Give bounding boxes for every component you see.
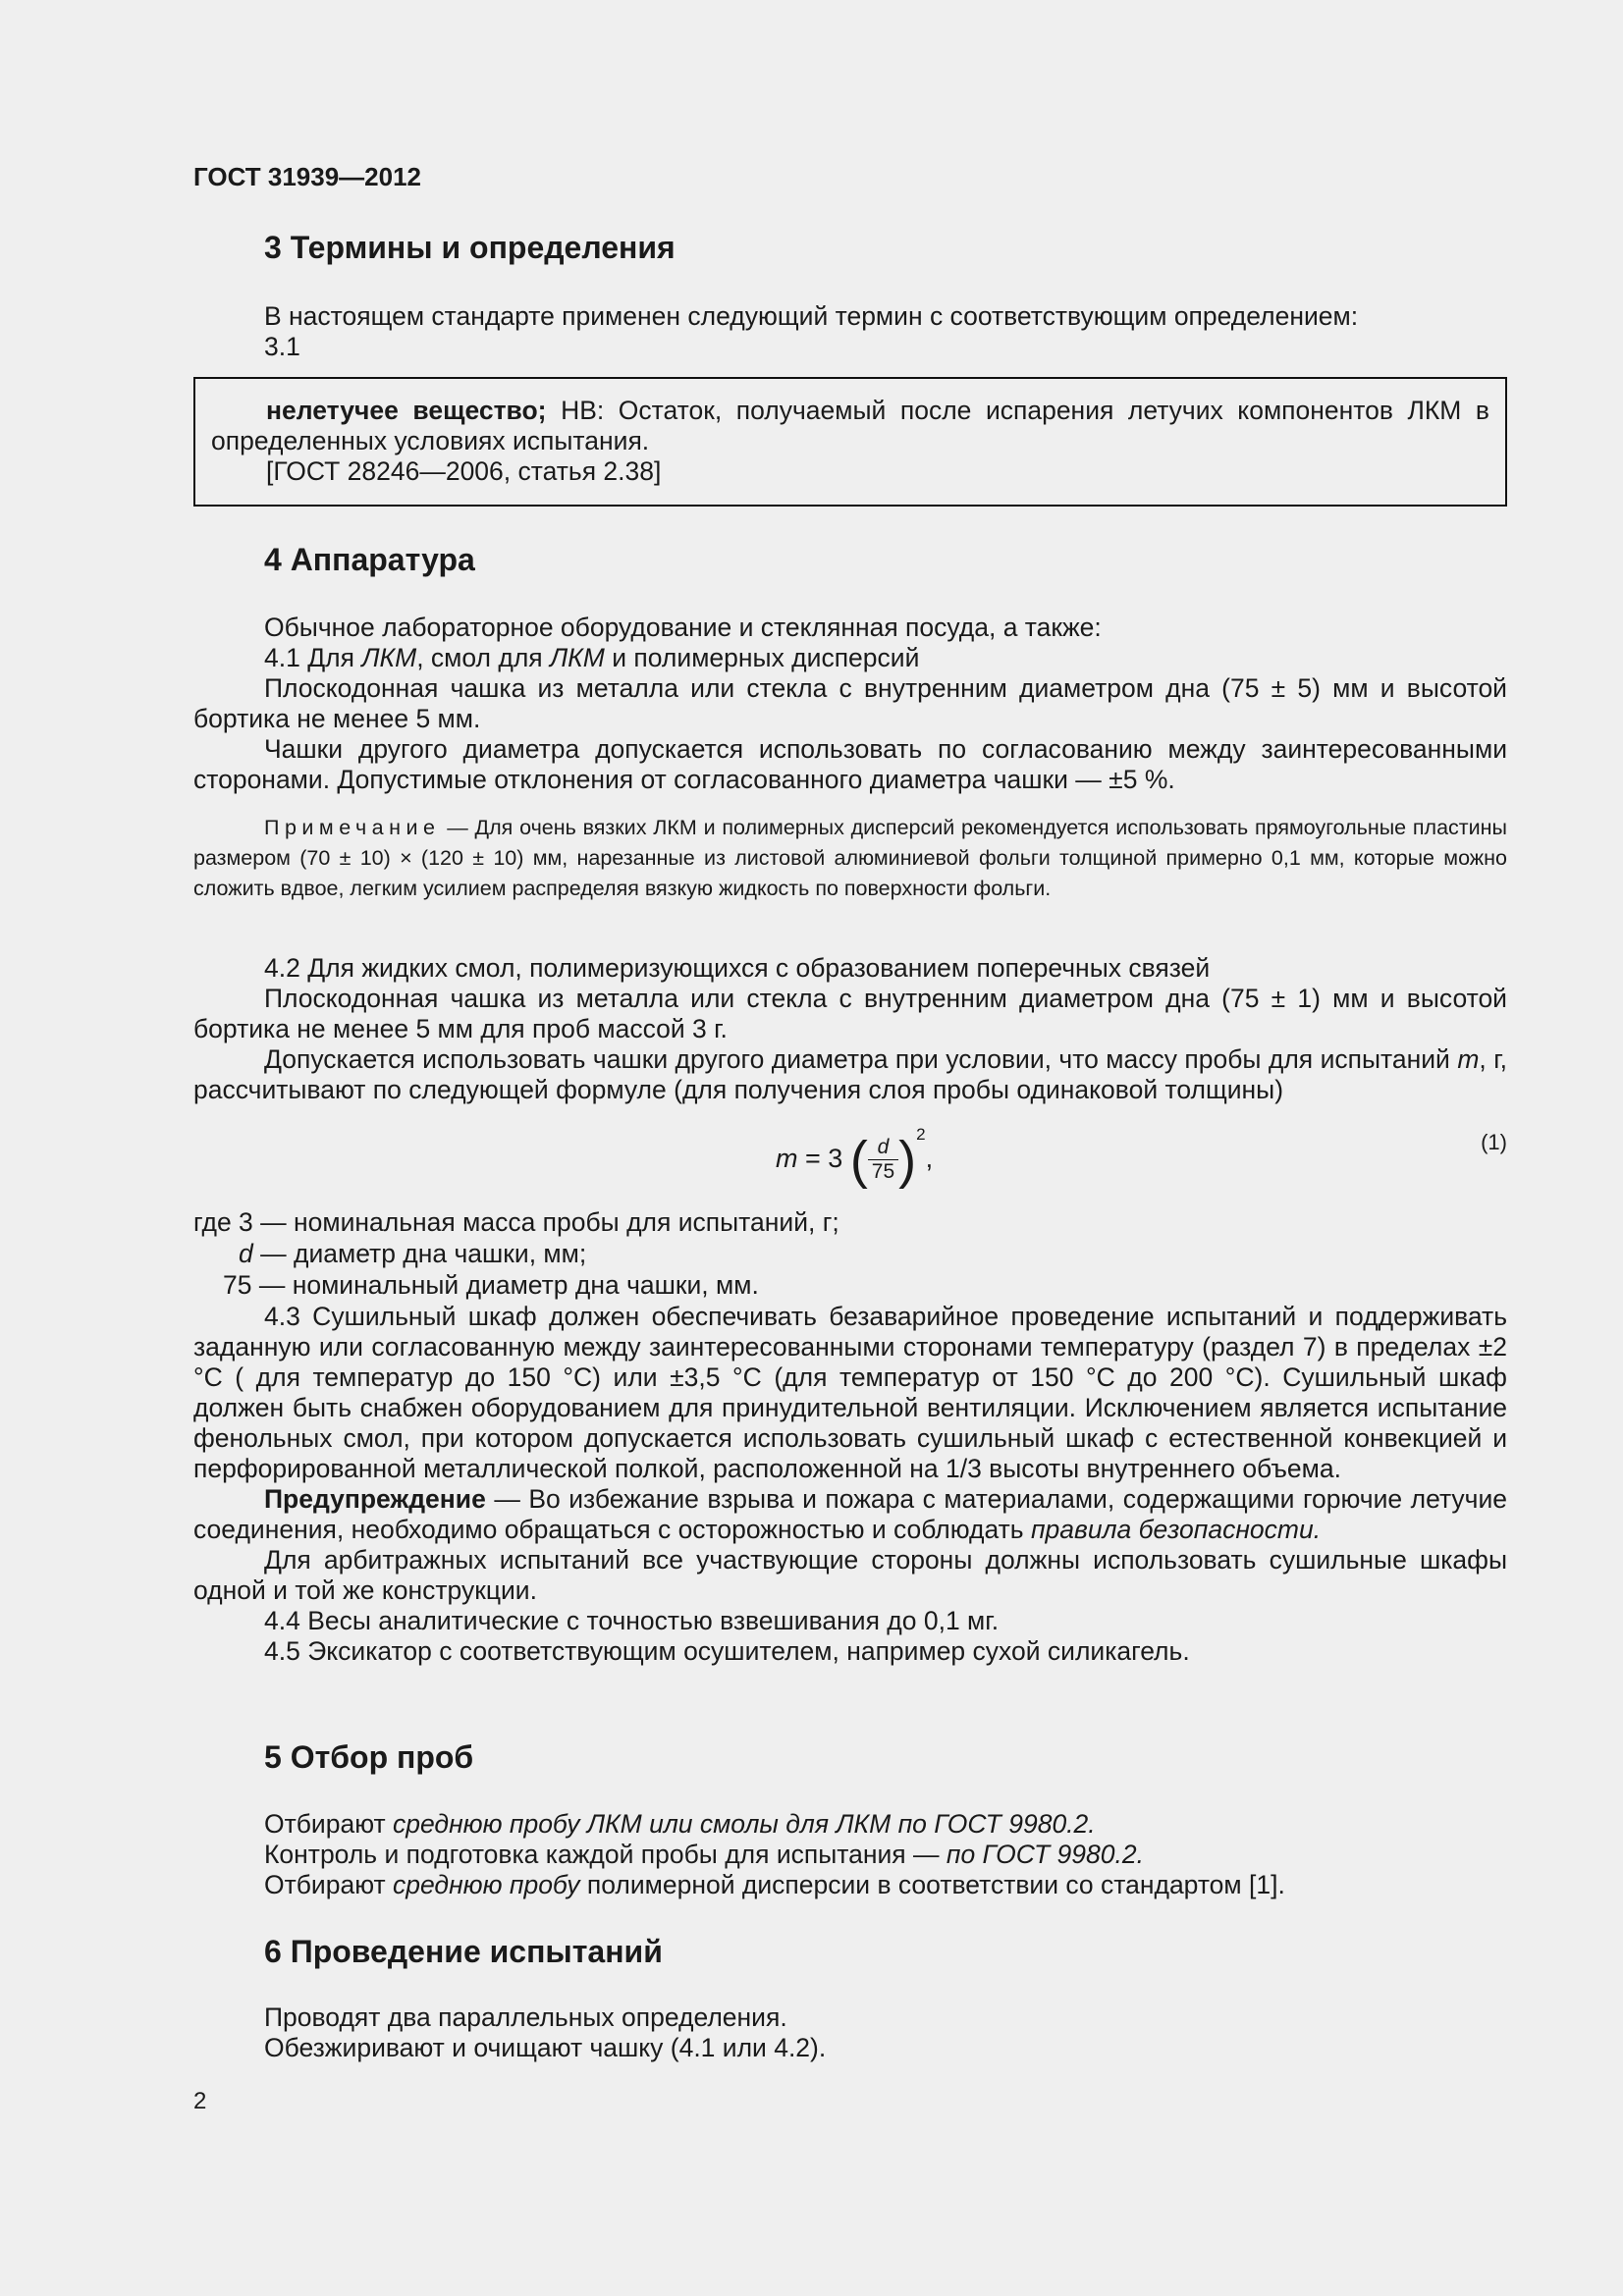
term-name: нелетучее вещество; xyxy=(266,396,547,425)
clause-4-1-text-1: Плоскодонная чашка из металла или стекла с внутренним диаметром дна (75 ± 5) мм и высотой бортика не менее 5 мм. xyxy=(193,673,1507,733)
clause-4-5: 4.5 Эксикатор с соответствующим осушителем, например сухой силикагель. xyxy=(264,1636,1190,1666)
section-6-title: 6 Проведение испытаний xyxy=(264,1934,663,1969)
section-6-body: Проводят два параллельных определения. Обезжиривают и очищают чашку (4.1 или 4.2). xyxy=(264,2002,827,2062)
arbitration-text: Для арбитражных испытаний все участвующие стороны должны использовать сушильные шкафы одной и той же конструкции. xyxy=(193,1545,1507,1605)
term-number: 3.1 xyxy=(264,332,300,361)
formula-label: (1) xyxy=(1481,1130,1507,1154)
page-number: 2 xyxy=(193,2088,207,2114)
section-3-intro xyxy=(193,301,1507,362)
clause-4-2-text-1: Плоскодонная чашка из металла или стекла с внутренним диаметром дна (75 ± 1) мм и высотой бортика не менее 5 мм для проб массой 3 г. xyxy=(193,984,1507,1043)
document-header: ГОСТ 31939—2012 xyxy=(193,162,421,191)
section-3-title: 3 Термины и определения xyxy=(264,230,676,265)
section-5-title: 5 Отбор проб xyxy=(264,1739,474,1775)
note xyxy=(193,813,1507,904)
intro-text: В настоящем стандарте применен следующий термин с соответствующим определением: xyxy=(264,301,1359,331)
formula-legend: где 3 — номинальная масса пробы для испытаний, г; d — диаметр дна чашки, мм; 75 — номинальный диаметр дна чашки, мм. xyxy=(193,1207,839,1300)
clause-4-2-text-2: Допускается использовать чашки другого диаметра при условии, что массу пробы для испытаний m, г, рассчитывают по следующей формуле (для получения слоя пробы одинаковой толщины) xyxy=(193,1044,1507,1104)
term-definition: нелетучее вещество; НВ: Остаток, получаемый после испарения летучих компонентов ЛКМ в определенных условиях испытания. xyxy=(211,396,1489,455)
section-4-part2 xyxy=(193,953,1507,1105)
formula-expression: m = 3 ( $\frac{d}{75}$ )$^2$, xyxy=(776,1125,934,1190)
formula-1 xyxy=(193,1119,1507,1198)
term-reference: [ГОСТ 28246—2006, статья 2.38] xyxy=(266,456,662,486)
s4-intro: Обычное лабораторное оборудование и стеклянная посуда, а также: xyxy=(264,613,1102,642)
term-definition-box xyxy=(193,377,1507,507)
warning: Предупреждение — Во избежание взрыва и пожара с материалами, содержащими горючие летучие соединения, необходимо обращаться с осторожностью и соблюдать правила безопасности. xyxy=(193,1484,1507,1544)
note-text: — Для очень вязких ЛКМ и полимерных дисперсий рекомендуется использовать прямоугольные пластины размером (70 ± 10) × (120 ± 10) мм, нарезанные из листовой алюминиевой фольги толщиной примерно 0,1 мм, которые можно сложить вдвое, легким усилием распределяя вязкую жидкость по поверхности фольги. xyxy=(193,816,1507,900)
section-4-part3 xyxy=(193,1302,1507,1667)
section-5-body: Отбирают среднюю пробу ЛКМ или смолы для ЛКМ по ГОСТ 9980.2. Контроль и подготовка каждой пробы для испытания — по ГОСТ 9980.2. Отбирают среднюю пробу полимерной дисперсии в соответствии со стандартом [1]. xyxy=(264,1809,1285,1899)
clause-4-2: 4.2 Для жидких смол, полимеризующихся с образованием поперечных связей xyxy=(264,953,1211,983)
clause-4-3: 4.3 Сушильный шкаф должен обеспечивать безаварийное проведение испытаний и поддерживать заданную или согласованную между заинтересованными сторонами температуру (раздел 7) в пределах ±2 °С ( для температур до 150 °С) или ±3,5 °С (для температур от 150 °С до 200 °С). Сушильный шкаф должен быть снабжен оборудованием для принудительной вентиляции. Исключением является испытание фенольных смол, при котором допускается использовать сушильный шкаф с естественной конвекцией и перфорированной металлической полкой, расположенной на 1/3 высоты внутреннего объема. xyxy=(193,1302,1507,1483)
section-4-title: 4 Аппаратура xyxy=(264,542,475,577)
section-4-part1 xyxy=(193,613,1507,795)
fraction: $\frac{d}{75}$ xyxy=(868,1136,898,1184)
note-label: Примечание xyxy=(264,816,441,839)
clause-4-1: 4.1 Для ЛКМ, смол для ЛКМ и полимерных дисперсий xyxy=(264,643,920,672)
clause-4-4: 4.4 Весы аналитические с точностью взвешивания до 0,1 мг. xyxy=(264,1606,1000,1635)
clause-4-1-text-2: Чашки другого диаметра допускается использовать по согласованию между заинтересованными сторонами. Допустимые отклонения от согласованного диаметра чашки — ±5 %. xyxy=(193,734,1507,794)
